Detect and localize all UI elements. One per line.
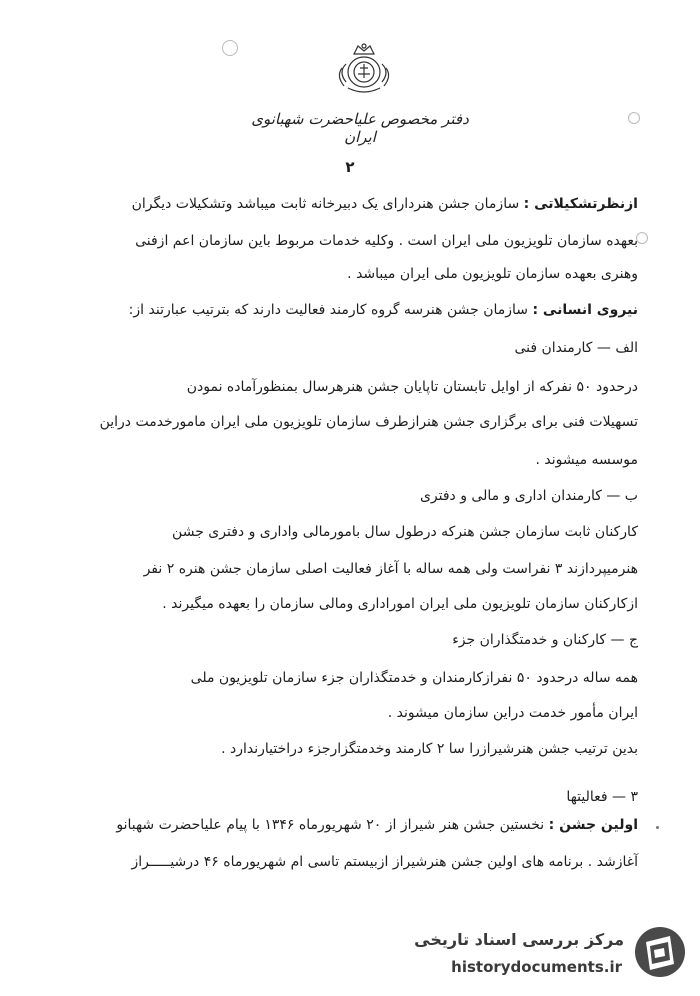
watermark-url: historydocuments.ir [451,958,622,976]
scan-speck [222,40,238,56]
text-line: آغازشد . برنامه های اولین جشن هنرشیراز ازبیستم تاسی ام شهریورماه ۴۶ درشیـــــراز [131,854,638,870]
text-line: نیروی انسانی : سازمان جشن هنرسه گروه کارمند فعالیت دارند که بترتیب عبارتند از: [128,302,638,318]
text-line: بعهده سازمان تلویزیون ملی ایران است . وکلیه خدمات مربوط باین سازمان اعم ازفنی [135,233,638,249]
text-line: ازنظرتشکیلاتی : سازمان جشن هنردارای یک دبیرخانه ثابت میباشد وتشکیلات دیگران [131,196,638,212]
section-heading: ج — کارکنان و خدمتگذاران جزء [452,632,638,648]
office-title: دفتر مخصوص علیاحضرت شهبانوی ایران [251,110,469,146]
text-line: موسسه میشوند . [535,452,638,468]
text-line: بدین ترتیب جشن هنرشیرازرا سا ۲ کارمند وخدمتگزارجزء دراختیارندارد . [221,741,638,757]
archive-watermark [394,918,694,988]
section-heading: ۳ — فعالیتها [566,789,638,805]
scan-speck [656,826,659,829]
scan-speck [636,232,648,244]
archive-center-logo-icon [632,924,688,980]
page-number: ۲ [345,158,355,176]
scan-speck [628,112,640,124]
text-line: ایران مأمور خدمت دراین سازمان میشوند . [387,705,638,721]
royal-crest-icon [332,42,396,98]
text-line: ازکارکنان سازمان تلویزیون ملی ایران اموراداری ومالی سازمان را بعهده میگیرند . [162,596,638,612]
section-heading: الف — کارمندان فنی [514,340,638,356]
text-line: تسهیلات فنی برای برگزاری جشن هنرازطرف سازمان تلویزیون ملی ایران مامورخدمت دراین [99,414,638,430]
text-line: کارکنان ثابت سازمان جشن هنرکه درطول سال بامورمالی واداری و دفتری جشن [172,524,638,540]
text-line: هنرمیپردازند ۳ نفراست ولی همه ساله با آغاز فعالیت اصلی سازمان جشن هنره ۲ نفر [143,561,638,577]
text-line: اولین جشن : نخستین جشن هنر شیراز از ۲۰ شهریورماه ۱۳۴۶ با پیام علیاحضرت شهبانو [116,817,638,833]
text-line: همه ساله درحدود ۵۰ نفرازکارمندان و خدمتگذاران جزء سازمان تلویزیون ملی [190,670,638,686]
section-heading: ب — کارمندان اداری و مالی و دفتری [419,488,638,504]
text-line: درحدود ۵۰ نفرکه از اوایل تابستان تاپایان جشن هنرهرسال بمنظورآماده نمودن [186,379,638,395]
text-line: وهنری بعهده سازمان تلویزیون ملی ایران میباشد . [347,266,638,282]
watermark-title: مرکز بررسی اسناد تاریخی [414,930,624,949]
